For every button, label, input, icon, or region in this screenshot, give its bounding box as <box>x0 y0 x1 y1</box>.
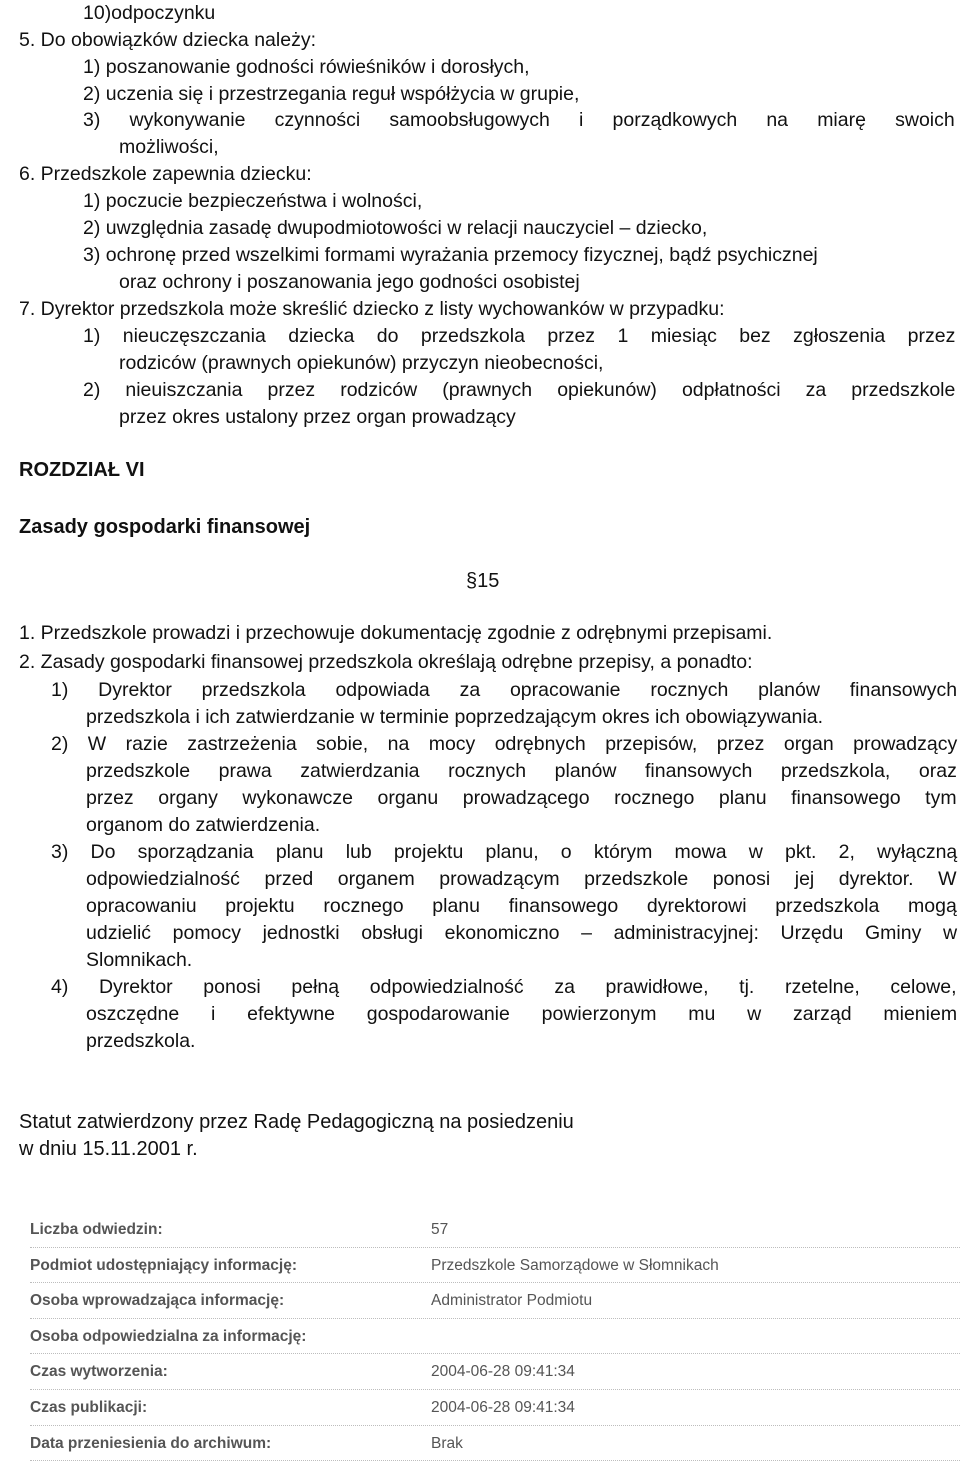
text-line: oszczędne i efektywne gospodarowanie powierzonym mu w zarząd mieniem <box>86 1003 958 1025</box>
text-line: 1) poczucie bezpieczeństwa i wolności, <box>83 190 423 212</box>
metadata-label: Podmiot udostępniający informację: <box>30 1256 297 1274</box>
paragraph-mark: §15 <box>466 570 500 592</box>
text-line: Slomnikach. <box>86 949 193 971</box>
text-line: 2) nieuiszczania przez rodziców (prawnych opiekunów) odpłatności za przedszkole <box>83 379 956 401</box>
text-line: organom do zatwierdzenia. <box>86 814 321 836</box>
metadata-value: 57 <box>431 1221 449 1238</box>
metadata-label: Czas wytworzenia: <box>30 1363 168 1381</box>
text-line: 2) uczenia się i przestrzegania reguł współżycia w grupie, <box>83 83 580 105</box>
text-line: 5. Do obowiązków dziecka należy: <box>19 29 316 51</box>
text-line: 10)odpoczynku <box>83 2 216 24</box>
metadata-value: 2004-06-28 09:41:34 <box>431 1398 575 1416</box>
metadata-value: Brak <box>431 1434 463 1452</box>
text-line: udzielić pomocy jednostki obsługi ekonomiczno – administracyjnej: Urzędu Gminy w <box>86 922 958 944</box>
text-line: 1) nieuczęszczania dziecka do przedszkola przez 1 miesiąc bez zgłoszenia przez <box>83 325 956 347</box>
text-line: 1) poszanowanie godności rówieśników i dorosłych, <box>83 56 530 78</box>
text-line: rodziców (prawnych opiekunów) przyczyn nieobecności, <box>119 352 604 374</box>
text-line: 7. Dyrektor przedszkola może skreślić dziecko z listy wychowanków w przypadku: <box>19 298 725 320</box>
metadata-label: Osoba odpowiedzialna za informację: <box>30 1327 307 1345</box>
text-line: 3) Do sporządzania planu lub projektu planu, o którym mowa w pkt. 2, wyłączną <box>51 841 958 863</box>
metadata-row <box>30 1354 960 1390</box>
text-line: 2) W razie zastrzeżenia sobie, na mocy odrębnych przepisów, przez organ prowadzący <box>51 733 958 755</box>
text-line: 3) ochronę przed wszelkimi formami wyrażania przemocy fizycznej, bądź psychicznej <box>83 244 818 266</box>
text-line: 2) uwzględnia zasadę dwupodmiotowości w relacji nauczyciel – dziecko, <box>83 217 708 239</box>
metadata-label: Czas publikacji: <box>30 1398 148 1416</box>
text-line: możliwości, <box>119 136 219 158</box>
text-line: 4) Dyrektor ponosi pełną odpowiedzialność za prawidłowe, tj. rzetelne, celowe, <box>51 976 957 998</box>
statute-note: Statut zatwierdzony przez Radę Pedagogiczną na posiedzeniu <box>19 1111 574 1133</box>
metadata-row <box>30 1283 960 1319</box>
text-line: przedszkola i ich zatwierdzanie w terminie poprzedzającym okres ich obowiązywania. <box>86 706 823 728</box>
text-line: przez organy wykonawcze organu prowadzącego rocznego planu finansowego tym <box>86 787 957 809</box>
text-line: 1) Dyrektor przedszkola odpowiada za opracowanie rocznych planów finansowych <box>51 679 958 701</box>
text-line: 1. Przedszkole prowadzi i przechowuje dokumentację zgodnie z odrębnymi przepisami. <box>19 622 773 644</box>
text-line: odpowiedzialność przed organem prowadzącym przedszkole ponosi jej dyrektor. W <box>86 868 957 890</box>
metadata-value: 2004-06-28 09:41:34 <box>431 1363 575 1381</box>
metadata-table <box>30 1212 960 1461</box>
metadata-value: Administrator Podmiotu <box>431 1292 593 1310</box>
metadata-value: Przedszkole Samorządowe w Słomnikach <box>431 1256 719 1274</box>
text-line: opracowaniu projektu rocznego planu finansowego dyrektorowi przedszkola mogą <box>86 895 957 917</box>
text-line: 6. Przedszkole zapewnia dziecku: <box>19 163 312 185</box>
metadata-row <box>30 1248 960 1284</box>
text-line: przez okres ustalony przez organ prowadzący <box>119 406 516 428</box>
text-line: przedszkola. <box>86 1030 196 1052</box>
metadata-row <box>30 1319 960 1355</box>
metadata-row <box>30 1212 960 1248</box>
chapter-heading: ROZDZIAŁ VI <box>19 459 145 481</box>
text-line: 2. Zasady gospodarki finansowej przedszkola określają odrębne przepisy, a ponadto: <box>19 651 753 673</box>
statute-date: w dniu 15.11.2001 r. <box>19 1138 198 1160</box>
text-line: 3) wykonywanie czynności samoobsługowych i porządkowych na miarę swoich <box>83 109 955 131</box>
metadata-row <box>30 1390 960 1426</box>
metadata-label: Osoba wprowadzająca informację: <box>30 1292 285 1310</box>
metadata-label: Liczba odwiedzin: <box>30 1221 163 1238</box>
metadata-label: Data przeniesienia do archiwum: <box>30 1434 272 1452</box>
text-line: przedszkole prawa zatwierdzania rocznych planów finansowych przedszkola, oraz <box>86 760 957 782</box>
chapter-title: Zasady gospodarki finansowej <box>19 516 311 538</box>
text-line: oraz ochrony i poszanowania jego godności osobistej <box>119 271 580 293</box>
